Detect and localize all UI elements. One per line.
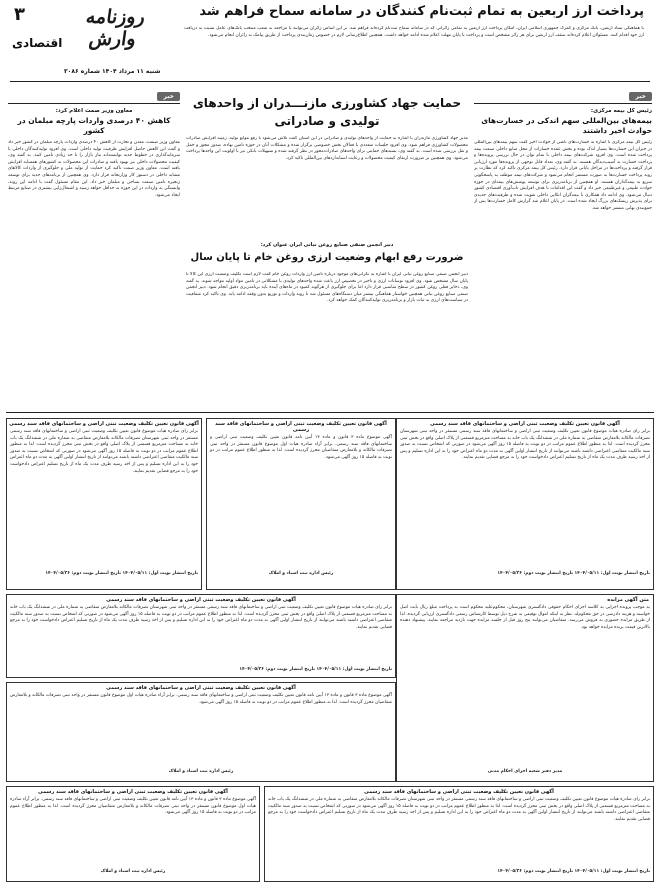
article-kicker: رئیس کل بیمه مرکزی: [590, 108, 652, 114]
section-divider [6, 412, 654, 413]
ad-body: آگهی موضوع ماده ۳ قانون و ماده ۱۳ آیین نامه قانون تعیین تکلیف وضعیت ثبتی اراضی و ساختمانهای فاقد سند رسمی. برابر آراء صادره هیات اول موضوع قانون مستقر در واحد ثبتی تصرفات مالکانه و بلامعارض متقاضیان محرز گردیده است. لذا به منظور اطلاع عموم مراتب در دو نوبت به فاصله ۱۵ روز آگهی می‌شود. [210, 435, 392, 460]
top-headline: پرداخت ارز اربعین به تمام ثبت‌نام کنندگان در سامانه سماح فراهم شد [199, 4, 644, 19]
ad-header: آگهی قانون تعیین تکلیف وضعیت ثبتی اراضی و ساختمانهای فاقد سند رسمی [364, 789, 554, 795]
notice-footer: مدیر دفتر شعبه اجرای احکام مدنی [487, 769, 563, 774]
ad-body: برابر رای صادره هیات موضوع قانون تعیین تکلیف وضعیت ثبتی اراضی و ساختمانهای فاقد سند رسمی مستقر در واحد ثبتی شهرستان تصرفات مالکانه بلامعارض متقاضی به شماره ملی در ششدانگ یک باب خانه به مساحت مترمربع قسمتی از پلاک اصلی واقع در بخش ثبتی محرز گردیده است. لذا به منظور اطلاع عموم مراتب در دو نوبت به فاصله ۱۵ روز آگهی می‌شود در صورتی که اشخاص نسبت به صدور سند مالکیت متقاضی اعتراضی داشته باشند می‌توانند از تاریخ انتشار اولین آگهی به مدت دو ماه اعتراض خود را به این اداره تسلیم و پس از اخذ رسید ظرف مدت یک ماه از تاریخ تسلیم اعتراض دادخواست خود را به مرجع قضایی تقدیم نمایند. [10, 429, 199, 474]
ad-header: آگهی قانون تعیین تکلیف وضعیت ثبتی اراضی و ساختمانهای فاقد سند رسمی [106, 685, 296, 691]
ad-header: آگهی قانون تعیین تکلیف وضعیت ثبتی اراضی و ساختمانهای فاقد سند رسمی [430, 421, 620, 427]
center-column [186, 92, 468, 410]
legal-ad-7 [6, 786, 260, 882]
ad-header: آگهی قانون تعیین تکلیف وضعیت ثبتی اراضی و ساختمانهای فاقد سند رسمی [38, 789, 228, 795]
ad-signature: رئیس اداره ثبت اسناد و املاک [100, 869, 166, 874]
ad-date: تاریخ انتشار نوبت اول: ۱۴۰۴/۰۵/۱۱ تاریخ انتشار نوبت دوم: ۱۴۰۴/۰۵/۲۶ [239, 667, 392, 672]
section-label: اقتصادی [12, 36, 63, 50]
ad-body: آگهی موضوع ماده ۳ قانون و ماده ۱۳ آیین نامه قانون تعیین تکلیف وضعیت ثبتی اراضی و ساختمانهای فاقد سند رسمی. برابر آراء صادره هیات اول موضوع قانون مستقر در واحد ثبتی تصرفات مالکانه و بلامعارض متقاضیان محرز گردیده است. لذا به منظور اطلاع عموم مراتب در دو نوبت به فاصله ۱۵ روز آگهی می‌شود. [10, 693, 392, 705]
ad-body: برابر رای صادره هیات موضوع قانون تعیین تکلیف وضعیت ثبتی اراضی و ساختمانهای فاقد سند رسمی مستقر در واحد ثبتی شهرستان تصرفات مالکانه بلامعارض متقاضی به شماره ملی در ششدانگ یک باب خانه به مساحت مترمربع قسمتی از پلاک اصلی واقع در بخش ثبتی محرز گردیده است. لذا به منظور اطلاع عموم مراتب در دو نوبت به فاصله ۱۵ روز آگهی می‌شود در صورتی که اشخاص نسبت به صدور سند مالکیت متقاضی اعتراضی داشته باشند می‌توانند از تاریخ انتشار اولین آگهی به مدت دو ماه اعتراض خود را به این اداره تسلیم و پس از اخذ رسید ظرف مدت یک ماه از تاریخ تسلیم اعتراض دادخواست خود را به مرجع قضایی تقدیم نمایند. [10, 605, 392, 630]
ad-body: برابر رای صادره هیات موضوع قانون تعیین تکلیف وضعیت ثبتی اراضی و ساختمانهای فاقد سند رسمی مستقر در واحد ثبتی شهرستان تصرفات مالکانه بلامعارض متقاضی به شماره ملی در ششدانگ یک باب خانه به مساحت مترمربع قسمتی از پلاک اصلی واقع در بخش ثبتی محرز گردیده است. لذا به منظور اطلاع عموم مراتب در دو نوبت به فاصله ۱۵ روز آگهی می‌شود در صورتی که اشخاص نسبت به صدور سند مالکیت متقاضی اعتراضی داشته باشند می‌توانند از تاریخ انتشار اولین آگهی به مدت دو ماه اعتراض خود را به این اداره تسلیم و پس از اخذ رسید ظرف مدت یک ماه از تاریخ تسلیم اعتراض دادخواست خود را به مرجع قضایی تقدیم نمایند. [400, 429, 651, 461]
article-kicker: معاون وزیر صمت اعلام کرد: [55, 108, 133, 114]
article-title: کاهش ۴۰ درصدی واردات پارچه مبلمان در کشور [17, 116, 171, 135]
right-column [474, 92, 652, 410]
article-body: رئیس کل بیمه مرکزی با اشاره به خسارت‌های ناشی از حوادث اخیر گفت سهم بیمه‌های بین‌المللی در جبران این خسارت‌ها بسیار اندک بوده و بخش عمده خسارات از محل منابع داخلی صنعت بیمه پرداخت شده است. وی افزود شرکت‌های بیمه داخلی با تمام توان در حال بررسی پرونده‌ها و پرداخت خسارت به آسیب‌دیدگان هستند. به گفته وی، تعداد قابل توجهی از پرونده‌ها مورد ارزیابی قرار گرفته و پرداخت‌ها در مراحل پایانی قرار دارد. رئیس کل بیمه مرکزی تاکید کرد که نظارت بر روند پرداخت خسارت‌ها به صورت مستمر انجام می‌شود و شرکت‌های بیمه موظف به پاسخگویی سریع به بیمه‌گذاران هستند. او همچنین از برنامه‌ریزی برای توسعه پوشش‌های بیمه‌ای در حوزه حوادث طبیعی و غیرطبیعی خبر داد و گفت این اقدامات با هدف افزایش تاب‌آوری اقتصادی کشور دنبال می‌شود. وی ادامه داد همکاری با بیمه‌گران اتکایی داخلی تقویت شده و ظرفیت‌های جدیدی برای پذیرش ریسک‌های بزرگ ایجاد شده است. در پایان اعلام شد گزارش کامل خسارت‌ها پس از جمع‌بندی نهایی منتشر خواهد شد. [474, 140, 652, 211]
legal-ad-2 [206, 418, 396, 590]
ad-body: آگهی موضوع ماده ۳ قانون و ماده ۱۳ آیین نامه قانون تعیین تکلیف وضعیت ثبتی اراضی و ساختمانهای فاقد سند رسمی. برابر آراء صادره هیات اول موضوع قانون مستقر در واحد ثبتی تصرفات مالکانه و بلامعارض متقاضیان محرز گردیده است. لذا به منظور اطلاع عموم مراتب در دو نوبت به فاصله ۱۵ روز آگهی می‌شود. [10, 797, 256, 816]
issue-line: شنبه ۱۱ مرداد ۱۴۰۴ شماره ۳۰۸۶ [64, 68, 161, 75]
left-column [8, 92, 180, 410]
masthead [0, 0, 660, 86]
center-title-2: تولیدی و صادراتی [274, 114, 380, 128]
page-number: ۳ [14, 4, 25, 25]
ad-header: آگهی قانون تعیین تکلیف وضعیت ثبتی اراضی و ساختمانهای فاقد سند رسمی [9, 421, 199, 427]
ad-body: برابر رای صادره هیات موضوع قانون تعیین تکلیف وضعیت ثبتی اراضی و ساختمانهای فاقد سند رسمی مستقر در واحد ثبتی شهرستان تصرفات مالکانه بلامعارض متقاضی به شماره ملی در ششدانگ یک باب خانه به مساحت مترمربع قسمتی از پلاک اصلی واقع در بخش ثبتی محرز گردیده است. لذا به منظور اطلاع عموم مراتب در دو نوبت به فاصله ۱۵ روز آگهی می‌شود در صورتی که اشخاص نسبت به صدور سند مالکیت متقاضی اعتراضی داشته باشند می‌توانند از تاریخ انتشار اولین آگهی به مدت دو ماه اعتراض خود را به این اداره تسلیم و پس از اخذ رسید ظرف مدت یک ماه از تاریخ تسلیم اعتراض دادخواست خود را به مرجع قضایی تقدیم نمایند. [268, 797, 650, 822]
center-sub-title: ضرورت رفع ابهام وضعیت ارزی روغن خام تا پایان سال [190, 252, 464, 263]
ad-header: آگهی قانون تعیین تکلیف وضعیت ثبتی اراضی و ساختمانهای فاقد سند رسمی [106, 597, 296, 603]
ad-signature: رئیس اداره ثبت اسناد و املاک [168, 769, 234, 774]
tag-divider [474, 103, 652, 104]
tag-divider [8, 103, 180, 104]
legal-ad-6 [264, 786, 654, 882]
notice-title: متن آگهی مزایده [607, 597, 649, 603]
ad-header: آگهی قانون تعیین تکلیف وضعیت ثبتی اراضی و ساختمانهای فاقد سند رسمی [215, 421, 387, 433]
news-tag: خبر [157, 92, 180, 101]
center-body: مدیر جهاد کشاورزی مازندران با اشاره به حمایت از واحدهای تولیدی و صادراتی در این استان گفت تلاش می‌شود با رفع موانع تولید، زمینه افزایش صادرات محصولات کشاورزی فراهم شود. وی افزود جلسات متعددی با فعالان بخش خصوصی برگزار شده و مشکلات آنان در حوزه تامین نهاده، صدور مجوز و حمل و نقل بررسی شده است. به گفته وی، بسته‌های حمایتی برای واحدهای صادرات‌محور در نظر گرفته شده و تسهیلات بانکی نیز با اولویت این واحدها پرداخت می‌شود. وی همچنین بر ضرورت ارتقای کیفیت محصولات و رعایت استانداردهای بین‌المللی تاکید کرد. [186, 136, 468, 161]
legal-ad-1 [396, 418, 654, 590]
ad-signature: رئیس اداره ثبت اسناد و املاک [268, 571, 334, 576]
newspaper-logo: روزنامه وارش [84, 6, 147, 50]
center-sub-kicker: دبیر انجمن صنفی صنایع روغن نباتی ایران عنوان کرد: [260, 242, 394, 248]
legal-ad-3 [6, 418, 202, 590]
legal-ad-5 [6, 682, 396, 782]
center-title-1: حمایت جهاد کشاورزی مازنـــدران از واحدهای [192, 96, 462, 110]
notice-body: به موجب پرونده اجرایی به کلاسه اجرای احکام حقوقی دادگستری شهرستان، محکوم‌علیه محکوم است به پرداخت مبلغ ریال بابت اصل خواسته و هزینه دادرسی در حق محکوم‌له. نظر به اینکه اموال توقیفی به شرح ذیل توسط کارشناس رسمی دادگستری ارزیابی گردیده، لذا از طریق مزایده حضوری به فروش می‌رسد. متقاضیان می‌توانند پنج روز قبل از جلسه مزایده جهت بازدید مراجعه نمایند. پیشنهاد دهنده بالاترین قیمت برنده مزایده خواهد بود. [400, 605, 650, 630]
legal-ad-4 [6, 594, 396, 678]
top-headline-body: با هماهنگی ستاد اربعین، بانک مرکزی و گمرک جمهوری اسلامی ایران، امکان پرداخت ارز اربعین به تمامی زائرانی که در سامانه سماح ثبت‌نام کرده‌اند فراهم شد. بر این اساس زائران می‌توانند با مراجعه به شعب منتخب بانک‌های عامل نسبت به دریافت ارز خود اقدام کنند. مسئولان اعلام کرده‌اند سقف ارز اربعین برای هر زائر مشخص است و پرداخت تا پایان مهلت اعلام شده ادامه خواهد داشت. همچنین اطلاع‌رسانی لازم در خصوص زمان‌بندی پرداخت از طریق پیامک به زائران انجام می‌شود. [184, 26, 644, 38]
masthead-divider [10, 81, 650, 82]
ad-date: تاریخ انتشار نوبت اول: ۱۴۰۴/۰۵/۱۱ تاریخ انتشار نوبت دوم: ۱۴۰۴/۰۵/۲۶ [45, 571, 198, 576]
article-body: معاون وزیر صنعت، معدن و تجارت از کاهش ۴۰ درصدی واردات پارچه مبلمان در کشور خبر داد و گفت این کاهش حاصل افزایش ظرفیت تولید داخلی است. وی افزود تولیدکنندگان داخلی با سرمایه‌گذاری در خطوط جدید توانسته‌اند نیاز بازار را تا حد زیادی تامین کنند. به گفته وی، کیفیت محصولات داخلی نیز بهبود یافته و صادرات این محصولات به کشورهای همسایه افزایش یافته است. معاون وزیر صمت تاکید کرد حمایت از تولید ملی و جلوگیری از واردات کالاهای مشابه داخلی در دستور کار وزارتخانه قرار دارد. وی همچنین از برنامه‌های جدید برای توسعه زنجیره تامین صنعت نساجی و مبلمان خبر داد. این مقام مسئول گفت با ادامه این روند، وابستگی به واردات در این حوزه به حداقل خواهد رسید و اشتغال‌زایی بیشتری در صنایع مرتبط ایجاد می‌شود. [8, 140, 180, 198]
ad-date: تاریخ انتشار نوبت اول: ۱۴۰۴/۰۵/۱۱ تاریخ انتشار نوبت دوم: ۱۴۰۴/۰۵/۲۶ [497, 869, 650, 874]
auction-notice [396, 594, 654, 782]
article-title: بیمه‌های بین‌المللی سهم اندکی در خسارت‌های حوادث اخیر داشتند [481, 116, 652, 135]
center-sub-body: دبیر انجمن صنفی صنایع روغن نباتی ایران با اشاره به نگرانی‌های موجود درباره تامین ارز واردات روغن خام گفت لازم است تکلیف وضعیت ارزی این کالا تا پایان سال مشخص شود. وی افزود نوسانات ارزی و تاخیر در تخصیص ارز باعث شده واحدهای تولیدی با مشکلاتی در تامین مواد اولیه مواجه شوند. به گفته وی، ذخایر فعلی روغن کشور در سطح مناسبی قرار دارد اما برای جلوگیری از هرگونه کمبود در ماه‌های آینده باید برنامه‌ریزی دقیق انجام شود. دبیر انجمن صنفی صنایع روغن نباتی همچنین خواستار هماهنگی بیشتر میان دستگاه‌های مسئول شد تا روند واردات و توزیع بدون وقفه ادامه یابد. وی تاکید کرد شفافیت در سیاست‌های ارزی به ثبات بازار و برنامه‌ریزی تولیدکنندگان کمک خواهد کرد. [186, 272, 468, 304]
news-tag: خبر [629, 92, 652, 101]
ad-date: تاریخ انتشار نوبت اول: ۱۴۰۴/۰۵/۱۱ تاریخ انتشار نوبت دوم: ۱۴۰۴/۰۵/۲۶ [497, 571, 650, 576]
